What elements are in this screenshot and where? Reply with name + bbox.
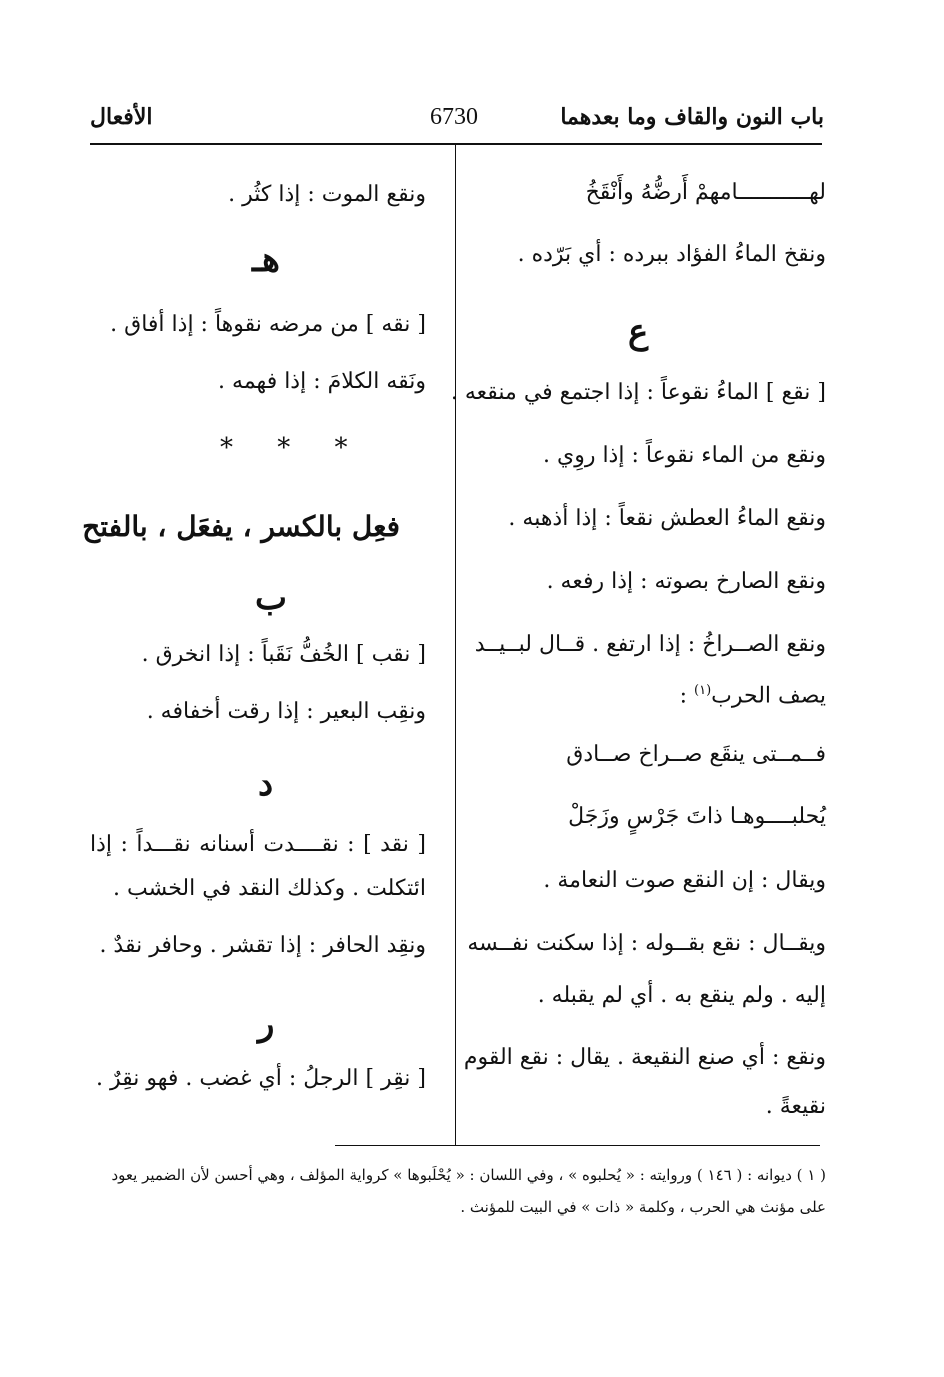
entry-text: ونقِد الحافر : إذا تقشر . وحافر نقدٌ . [99,933,426,958]
footnote-line: على مؤنث هي الحرب ، وكلمة « ذات » في البيت للمؤنث . [460,1198,826,1216]
entry-text: ونقع الموت : إذا كثُر . [228,182,426,207]
entry-text: [ نقب ] الخُفُّ نَقَباً : إذا انخرق . [141,642,426,667]
letter-heading-ra: ر [258,1004,275,1044]
section-separator-stars: * * * [220,433,366,463]
entry-text: ونقخ الماءُ الفؤاد ببرده : أي بَرّده . [517,242,826,267]
entry-text: [ نقه ] من مرضه نقوهاً : إذا أفاق . [110,312,426,337]
entry-text: ائتكلت . وكذلك النقد في الخشب . [113,876,426,901]
entry-text: ويقــال : نقع بقــوله : إذا سكنت نفــسه [467,931,826,956]
page-number: 6730 [430,104,478,130]
section-label: الأفعال [90,104,153,130]
footnote-ref: (١) [694,683,712,698]
footnote-line: ( ١ ) ديوانه : ( ١٤٦ ) وروايته : « يُحلبوه » ، وفي اللسان : « يُحْلَبوها » كرواية المؤلف ، وهي أحسن لأن الضمير يعود [111,1166,826,1184]
entry-text: ويقال : إن النقع صوت النعامة . [543,868,826,893]
entry-text: [ نقِر ] الرجلُ : أي غضب . فهو نقِرٌ . [95,1066,426,1091]
footnote-rule [335,1145,820,1146]
verse-line: فــمــتى ينقَع صــراخ صــادق [566,742,826,767]
entry-text [90,830,426,860]
letter-heading-ayn: ع [628,312,649,352]
entry-text: ونقع الماءُ العطش نقعاً : إذا أذهبه . [508,506,826,531]
entry-text: ونَقه الكلامَ : إذا فهمه . [218,369,426,394]
letter-heading-dal: د [258,764,274,804]
verse-line: لهـــــــــــامهمْ أَرضُّهُ وأَنْقَخُ [585,180,826,205]
chapter-title: باب النون والقاف وما بعدهما [560,104,824,130]
letter-heading-ha: هـ [252,240,280,280]
section-title: فعِل بالكسر ، يفعَل ، بالفتح [82,510,400,543]
column-divider [455,145,456,1145]
letter-heading-ba: ب [255,578,288,618]
verse-line: يُحلبــــوهـا ذاتَ جَرْسٍ وزَجَلْ [568,804,826,829]
entry-text-continued [680,676,826,711]
entry-text: إليه . ولم ينقع به . أي لم يقبله . [537,983,826,1008]
entry-text-justified: [ نقد ] : نقــــدت أسنانه نقـــداً : إذا [90,832,426,857]
header-rule [90,143,822,145]
entry-text: ونقع : أي صنع النقيعة . يقال : نقع القوم [463,1045,826,1070]
entry-text: نقيعةً . [765,1094,826,1119]
entry-text: ونقِب البعير : إذا رقت أخفافه . [146,699,426,724]
entry-colon: : [679,683,688,709]
entry-text: [ نقع ] الماءُ نقوعاً : إذا اجتمع في منقعه . [450,380,826,405]
entry-text: يصف الحرب [711,683,826,709]
entry-text: ونقع الصــراخُ : إذا ارتفع . قــال لبــيــد [474,632,826,657]
entry-text: ونقع من الماء نقوعاً : إذا روِي . [543,443,826,468]
entry-text: ونقع الصارخ بصوته : إذا رفعه . [546,569,826,594]
